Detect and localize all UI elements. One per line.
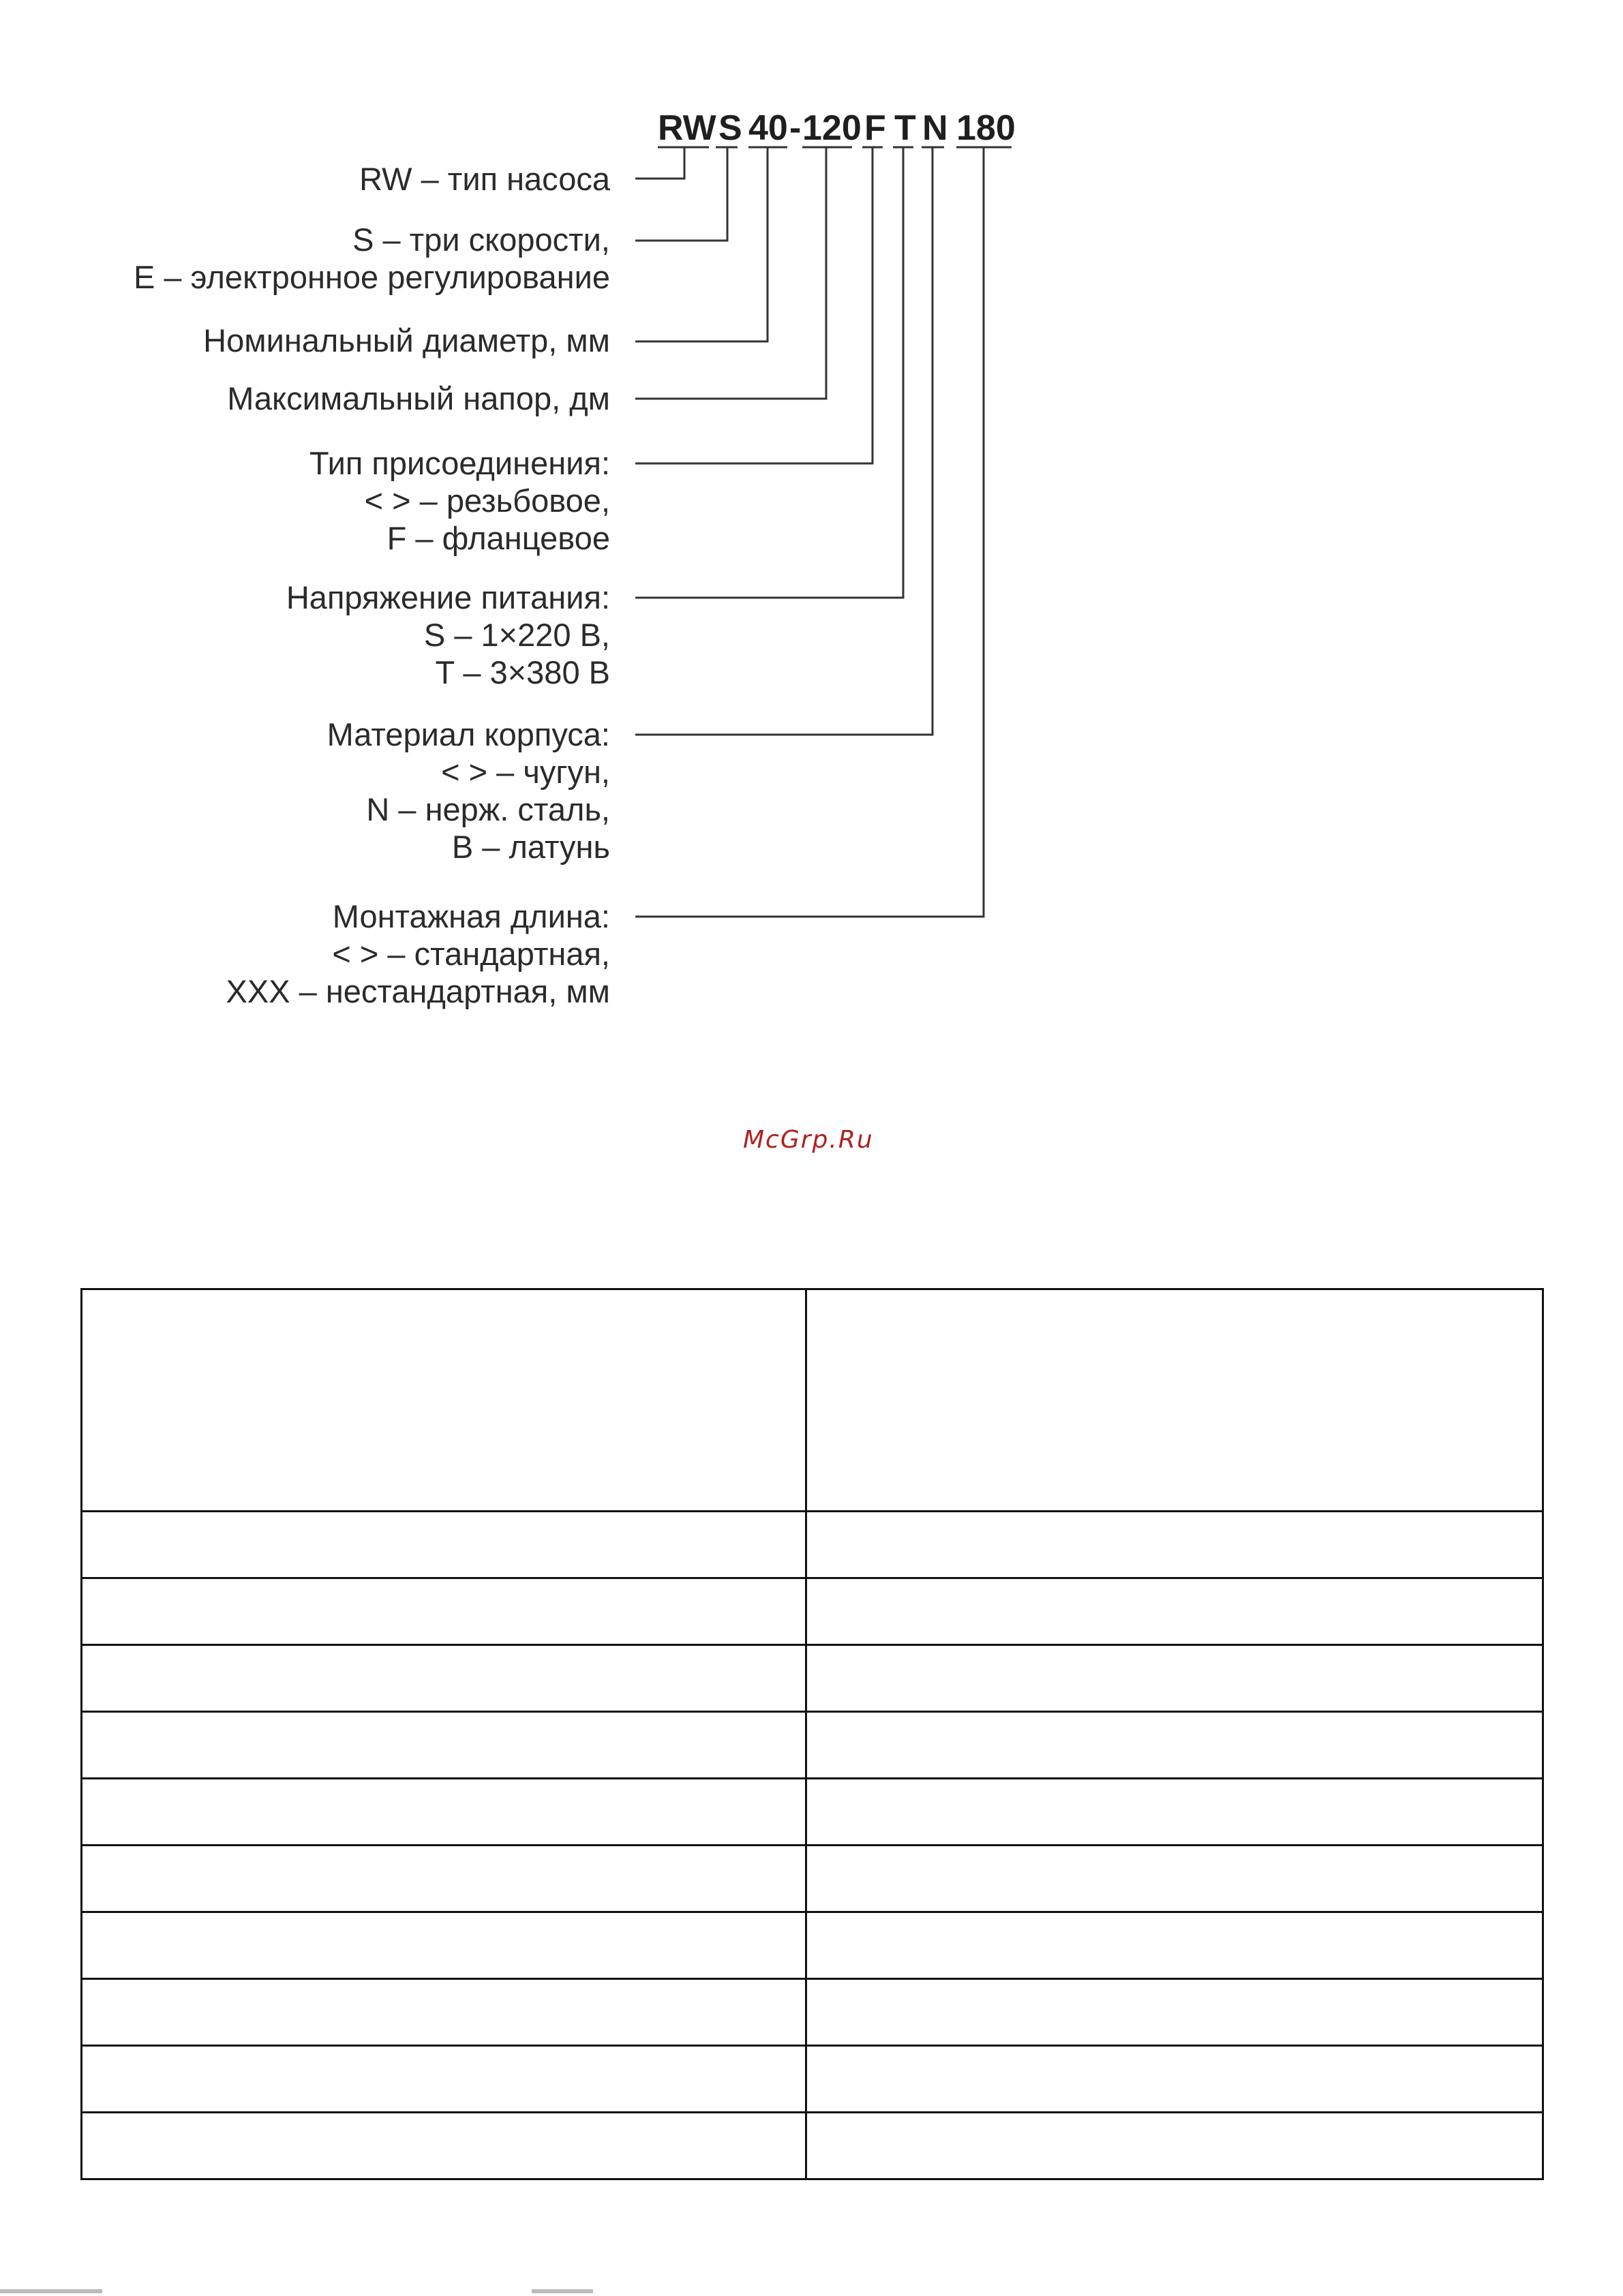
label-length-line2: < > – стандартная,	[332, 936, 610, 972]
label-material-line2: < > – чугун,	[441, 754, 610, 790]
label-material-line3: N – нерж. сталь,	[366, 791, 610, 827]
table-row	[82, 2046, 1543, 2113]
table-cell	[82, 2046, 806, 2113]
table-row	[82, 1512, 1543, 1578]
code-segment-dash: -	[789, 108, 802, 148]
label-length-line3: XXX – нестандартная, мм	[226, 973, 610, 1009]
table-row	[82, 1645, 1543, 1712]
table-row	[82, 1979, 1543, 2046]
table-cell	[82, 1979, 806, 2046]
table-cell	[82, 1779, 806, 1846]
table-cell	[82, 2113, 806, 2179]
table-row	[82, 1846, 1543, 1912]
table-cell	[82, 1846, 806, 1912]
table-cell	[82, 1289, 806, 1512]
table-cell	[806, 1846, 1543, 1912]
table-cell	[806, 2113, 1543, 2179]
code-segment-speed: S	[718, 108, 742, 148]
footer-marks	[0, 2286, 1623, 2296]
code-segment-head: 120	[802, 108, 862, 148]
table-cell	[806, 1779, 1543, 1846]
label-connection-line2: < > – резьбовое,	[364, 483, 610, 519]
code-segment-rw: RW	[658, 108, 716, 148]
label-connection-line3: F – фланцевое	[386, 520, 610, 556]
label-length-line1: Монтажная длина:	[332, 898, 610, 934]
table-cell	[806, 1712, 1543, 1779]
model-code-diagram	[0, 0, 1623, 1022]
label-speed-line2: E – электронное регулирование	[133, 259, 610, 295]
watermark-link[interactable]: McGrp.Ru	[743, 1126, 874, 1154]
table-row	[82, 1578, 1543, 1645]
spec-table	[80, 1288, 1544, 2180]
code-segment-voltage: T	[894, 108, 916, 148]
table-row	[82, 1779, 1543, 1846]
code-segment-diameter: 40	[748, 108, 788, 148]
label-connection-line1: Тип присоединения:	[309, 445, 610, 481]
label-voltage-line2: S – 1×220 В,	[423, 617, 610, 653]
code-segment-connection: F	[864, 108, 886, 148]
label-material-line1: Материал корпуса:	[327, 716, 610, 752]
table-row	[82, 1289, 1543, 1512]
table-cell	[806, 1512, 1543, 1578]
label-max-head: Максимальный напор, дм	[227, 380, 610, 416]
table-cell	[806, 1289, 1543, 1512]
label-nominal-diameter: Номинальный диаметр, мм	[203, 322, 610, 358]
label-speed-line1: S – три скорости,	[352, 221, 610, 258]
label-voltage-line1: Напряжение питания:	[286, 579, 610, 615]
code-segment-material: N	[922, 108, 948, 148]
label-voltage-line3: T – 3×380 В	[435, 654, 610, 690]
table-cell	[82, 1512, 806, 1578]
table-row	[82, 2113, 1543, 2179]
table-cell	[806, 1645, 1543, 1712]
table-row	[82, 1912, 1543, 1979]
table-cell	[82, 1912, 806, 1979]
table-cell	[82, 1645, 806, 1712]
table-cell	[82, 1712, 806, 1779]
table-cell	[82, 1578, 806, 1645]
code-segment-length: 180	[956, 108, 1016, 148]
table-row	[82, 1712, 1543, 1779]
table-cell	[806, 1979, 1543, 2046]
label-pump-type: RW – тип насоса	[359, 161, 610, 197]
diagram-labels	[134, 161, 611, 1009]
table-cell	[806, 2046, 1543, 2113]
table-cell	[806, 1578, 1543, 1645]
label-material-line4: B – латунь	[451, 829, 610, 865]
leader-lines	[635, 147, 984, 917]
table-cell	[806, 1912, 1543, 1979]
